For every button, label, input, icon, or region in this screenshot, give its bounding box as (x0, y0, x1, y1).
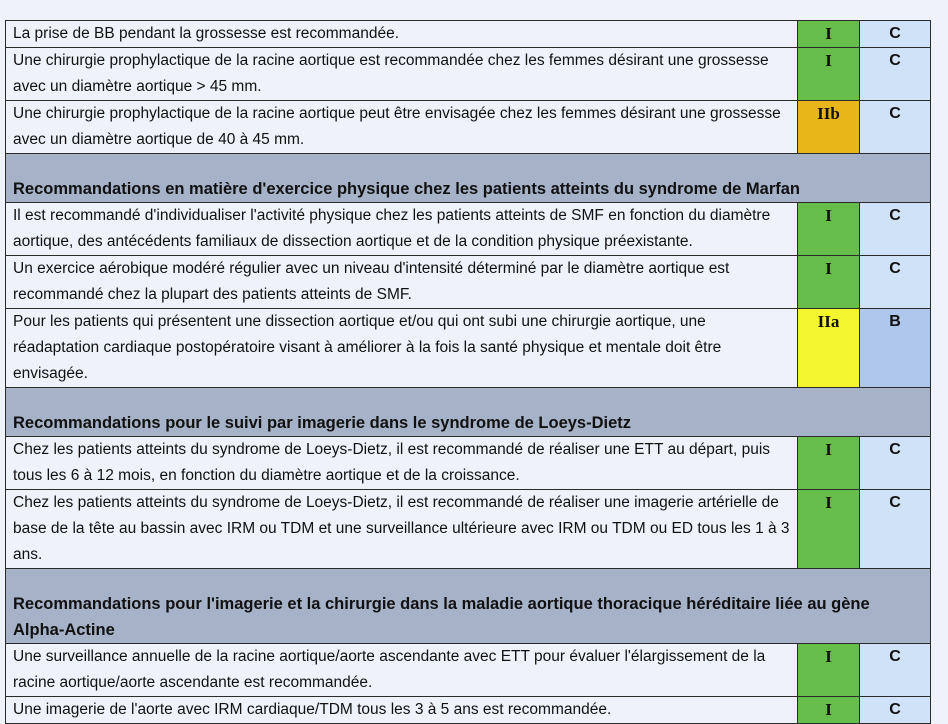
recommendations-table (5, 20, 931, 724)
recommendation-row (6, 21, 931, 48)
recommendation-class: I (798, 256, 860, 309)
evidence-level: C (860, 644, 931, 697)
recommendation-row (6, 203, 931, 256)
recommendation-row (6, 697, 931, 724)
recommendation-row (6, 437, 931, 490)
recommendation-text: Chez les patients atteints du syndrome de Loeys-Dietz, il est recommandé de réaliser une ETT au départ, puis tous les 6 à 12 mois, en fonction du diamètre aortique et de la croissance. (6, 437, 798, 490)
recommendation-text: La prise de BB pendant la grossesse est recommandée. (6, 21, 798, 48)
section-header-row (6, 388, 931, 437)
recommendation-class: I (798, 48, 860, 101)
recommendation-row (6, 309, 931, 388)
recommendation-row (6, 256, 931, 309)
section-title: Recommandations pour le suivi par imagerie dans le syndrome de Loeys-Dietz (6, 388, 931, 437)
recommendation-text: Une imagerie de l'aorte avec IRM cardiaque/TDM tous les 3 à 5 ans est recommandée. (6, 697, 798, 724)
recommendation-class: I (798, 437, 860, 490)
recommendation-class: I (798, 697, 860, 724)
recommendation-text: Une chirurgie prophylactique de la racine aortique peut être envisagée chez les femmes désirant une grossesse avec un diamètre aortique de 40 à 45 mm. (6, 101, 798, 154)
evidence-level: C (860, 697, 931, 724)
section-header-row (6, 154, 931, 203)
recommendation-text: Un exercice aérobique modéré régulier avec un niveau d'intensité déterminé par le diamètre aortique est recommandé chez la plupart des patients atteints de SMF. (6, 256, 798, 309)
recommendation-text: Une surveillance annuelle de la racine aortique/aorte ascendante avec ETT pour évaluer l'élargissement de la racine aortique/aorte ascendante est recommandée. (6, 644, 798, 697)
section-title: Recommandations pour l'imagerie et la chirurgie dans la maladie aortique thoracique héréditaire liée au gène Alpha-Actine (6, 569, 931, 644)
evidence-level: B (860, 309, 931, 388)
evidence-level: C (860, 256, 931, 309)
recommendation-text: Une chirurgie prophylactique de la racine aortique est recommandée chez les femmes désirant une grossesse avec un diamètre aortique > 45 mm. (6, 48, 798, 101)
evidence-level: C (860, 48, 931, 101)
evidence-level: C (860, 490, 931, 569)
evidence-level: C (860, 437, 931, 490)
recommendation-text: Chez les patients atteints du syndrome de Loeys-Dietz, il est recommandé de réaliser une imagerie artérielle de base de la tête au bassin avec IRM ou TDM et une surveillance ultérieure avec IRM ou TDM ou ED tous les 1 à 3 ans. (6, 490, 798, 569)
recommendation-class: I (798, 203, 860, 256)
section-header-row (6, 569, 931, 644)
evidence-level: C (860, 203, 931, 256)
recommendation-row (6, 644, 931, 697)
evidence-level: C (860, 101, 931, 154)
recommendation-row (6, 490, 931, 569)
section-title: Recommandations en matière d'exercice physique chez les patients atteints du syndrome de Marfan (6, 154, 931, 203)
recommendation-class: IIb (798, 101, 860, 154)
recommendation-class: I (798, 21, 860, 48)
recommendation-row (6, 101, 931, 154)
recommendation-class: IIa (798, 309, 860, 388)
evidence-level: C (860, 21, 931, 48)
recommendation-text: Pour les patients qui présentent une dissection aortique et/ou qui ont subi une chirurgie aortique, une réadaptation cardiaque postopératoire visant à améliorer à la fois la santé physique et mentale doit être envisagée. (6, 309, 798, 388)
recommendations-table-body (6, 21, 931, 724)
recommendation-text: Il est recommandé d'individualiser l'activité physique chez les patients atteints de SMF en fonction du diamètre aortique, des antécédents familiaux de dissection aortique et de la condition physique préexistante. (6, 203, 798, 256)
recommendation-row (6, 48, 931, 101)
recommendations-table-wrapper (5, 20, 931, 724)
recommendation-class: I (798, 644, 860, 697)
recommendation-class: I (798, 490, 860, 569)
